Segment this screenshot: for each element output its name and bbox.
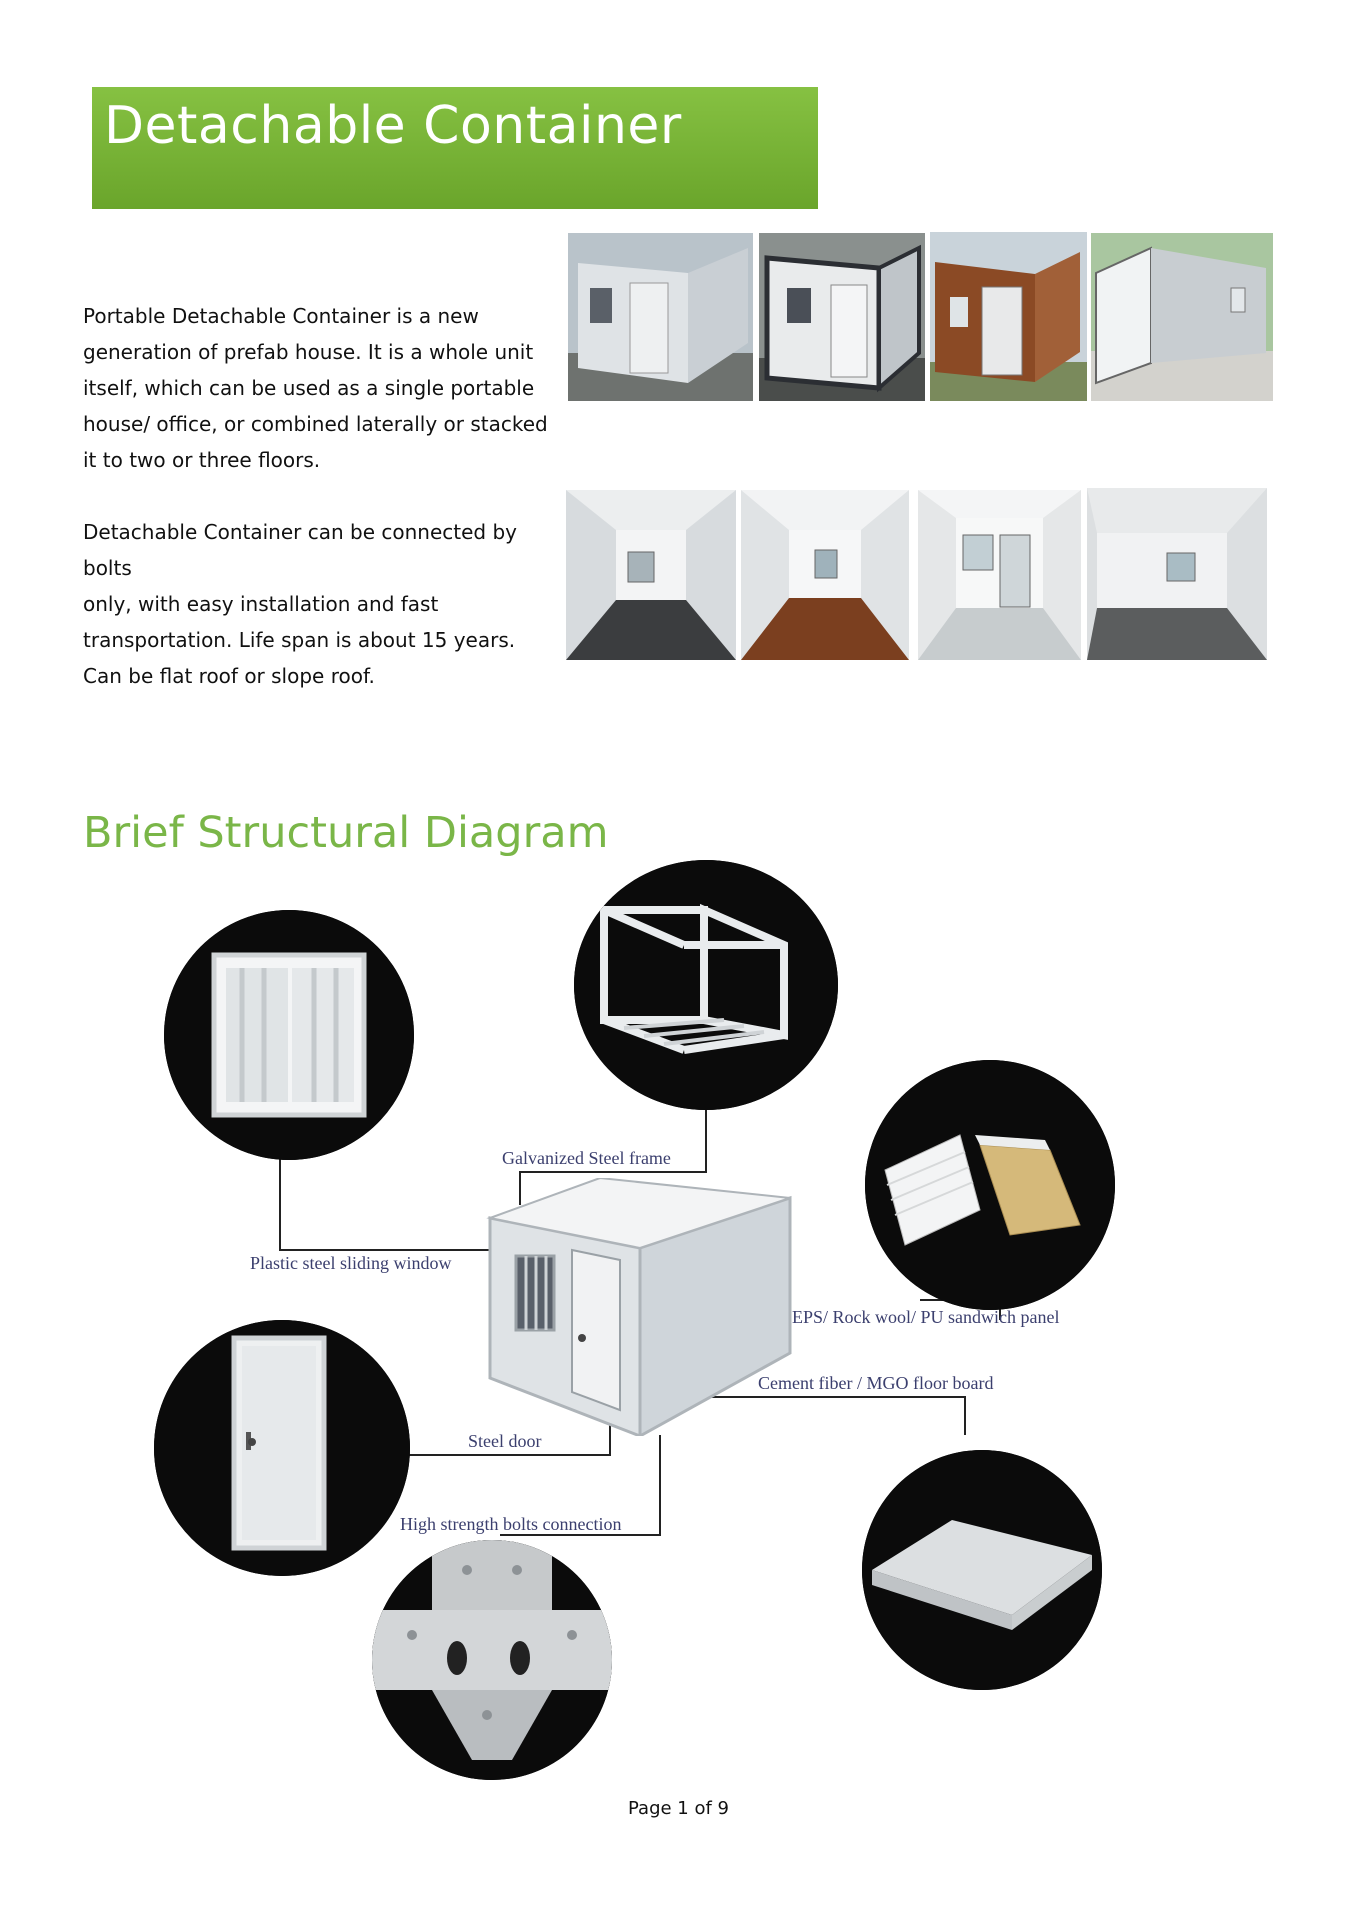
interior-photo-4 <box>1087 488 1267 660</box>
intro-line: generation of prefab house. It is a whole unit <box>83 340 534 364</box>
label-bolts-connection: High strength bolts connection <box>400 1514 622 1534</box>
intro-line: house/ office, or combined laterally or stacked <box>83 412 548 436</box>
label-galvanized-steel-frame: Galvanized Steel frame <box>502 1148 671 1168</box>
intro-line: Portable Detachable Container is a new <box>83 304 479 328</box>
intro-paragraph-1 <box>83 298 563 478</box>
structural-diagram <box>150 860 1130 1790</box>
container-illustration <box>480 1178 810 1436</box>
interior-photo-1 <box>566 490 736 660</box>
door-detail-circle <box>154 1320 410 1576</box>
label-steel-door: Steel door <box>468 1431 542 1451</box>
panel-detail-circle <box>865 1060 1115 1310</box>
exterior-photo-3 <box>930 232 1087 401</box>
intro-line: transportation. Life span is about 15 years. <box>83 628 516 652</box>
label-sandwich-panel: EPS/ Rock wool/ PU sandwich panel <box>792 1307 1060 1327</box>
floor-board-detail-circle <box>862 1450 1102 1690</box>
exterior-photo-1 <box>568 233 753 401</box>
intro-paragraph-2 <box>83 514 563 694</box>
intro-line: only, with easy installation and fast <box>83 592 439 616</box>
interior-photo-3 <box>918 490 1081 660</box>
window-detail-circle <box>164 910 414 1160</box>
exterior-photo-2 <box>759 233 925 401</box>
intro-line: Can be flat roof or slope roof. <box>83 664 375 688</box>
interior-photo-2 <box>741 490 909 660</box>
intro-line: itself, which can be used as a single portable <box>83 376 535 400</box>
intro-line: Detachable Container can be connected by bolts <box>83 520 517 580</box>
frame-detail-circle <box>574 860 838 1110</box>
page-number: Page 1 of 9 <box>628 1798 729 1819</box>
intro-line: it to two or three floors. <box>83 448 321 472</box>
label-plastic-steel-sliding-window: Plastic steel sliding window <box>250 1253 452 1273</box>
bolts-detail-circle <box>372 1540 612 1780</box>
label-floor-board: Cement fiber / MGO floor board <box>758 1373 994 1393</box>
section-heading: Brief Structural Diagram <box>83 808 609 858</box>
exterior-photo-4 <box>1091 233 1273 401</box>
page-title: Detachable Container <box>104 96 682 156</box>
